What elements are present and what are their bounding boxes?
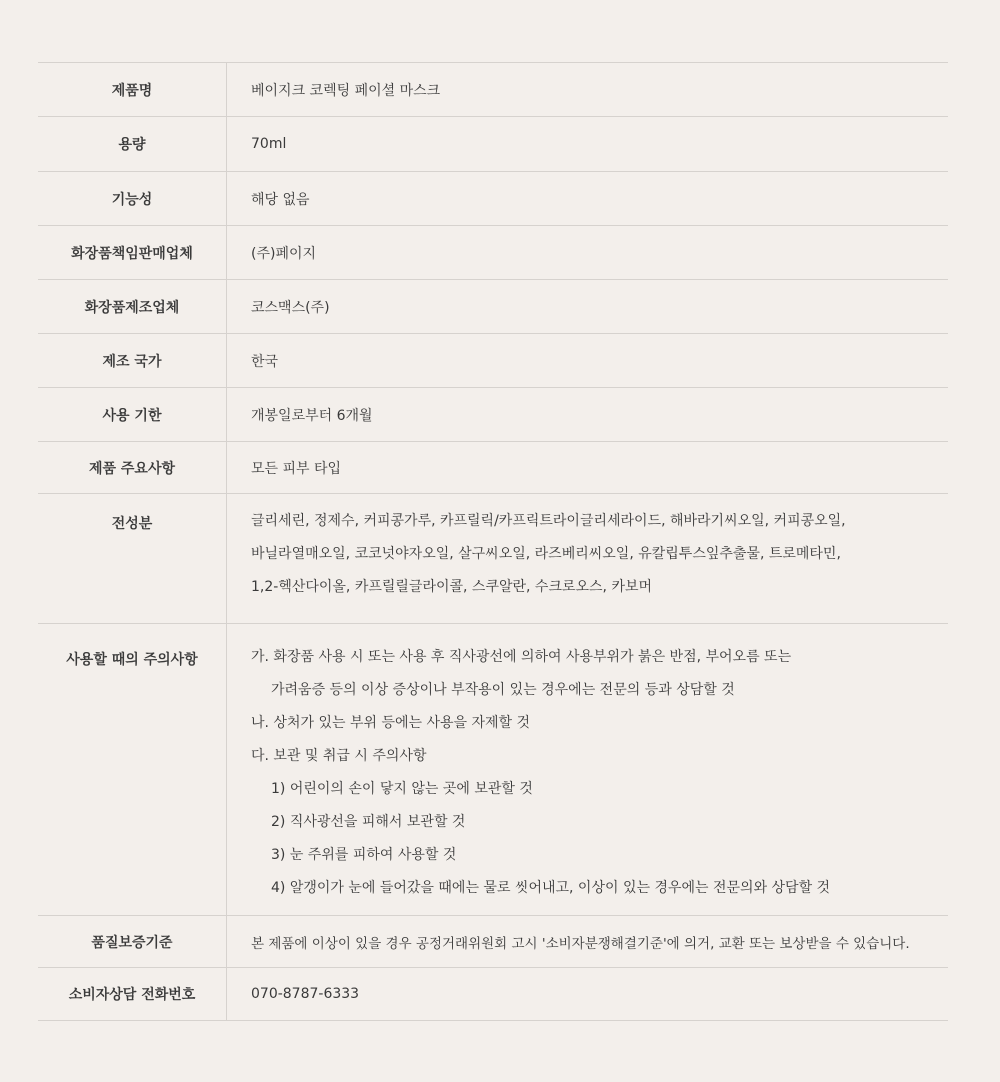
row-label: 전성분: [38, 494, 227, 623]
row-label: 기능성: [38, 172, 227, 225]
row-value: 베이지크 코렉팅 페이셜 마스크: [251, 82, 441, 99]
row-contact: [38, 968, 948, 1021]
row-cautions: [38, 624, 948, 916]
row-value: 본 제품에 이상이 있을 경우 공정거래위원회 고시 '소비자분쟁해결기준'에 의거, 교환 또는 보상받을 수 있습니다.: [251, 935, 910, 952]
row-label: 제품명: [38, 63, 227, 116]
row-label: 제조 국가: [38, 334, 227, 387]
row-value: (주)페이지: [251, 245, 317, 262]
row-label: 사용할 때의 주의사항: [38, 624, 227, 915]
ingredients-list: [227, 494, 948, 623]
row-label: 화장품제조업체: [38, 280, 227, 333]
product-info-table: [38, 62, 948, 1021]
row-label: 사용 기한: [38, 388, 227, 441]
row-label: 품질보증기준: [38, 916, 227, 967]
row-label: 소비자상담 전화번호: [38, 968, 227, 1020]
row-value: 코스맥스(주): [251, 299, 330, 316]
caution-line: 가. 화장품 사용 시 또는 사용 후 직사광선에 의하여 사용부위가 붉은 반점, 부어오름 또는: [251, 649, 792, 665]
cautions-list: [227, 624, 948, 915]
caution-line: 다. 보관 및 취급 시 주의사항: [251, 748, 427, 764]
caution-line: 1) 어린이의 손이 닿지 않는 곳에 보관할 것: [271, 781, 533, 797]
row-country: [38, 334, 948, 388]
row-value: 한국: [251, 353, 279, 370]
caution-line: 4) 알갱이가 눈에 들어갔을 때에는 물로 씻어내고, 이상이 있는 경우에는 전문의와 상담할 것: [271, 880, 831, 896]
row-label: 용량: [38, 117, 227, 171]
ingredients-line: 바닐라열매오일, 코코넛야자오일, 살구씨오일, 라즈베리씨오일, 유칼립투스잎추출물, 트로메타민,: [251, 546, 841, 562]
row-label: 제품 주요사항: [38, 442, 227, 493]
ingredients-line: 글리세린, 정제수, 커피콩가루, 카프릴릭/카프릭트라이글리세라이드, 해바라기씨오일, 커피콩오일,: [251, 513, 846, 529]
row-value: 70ml: [251, 136, 287, 152]
row-volume: [38, 117, 948, 172]
caution-line: 2) 직사광선을 피해서 보관할 것: [271, 814, 466, 830]
row-label: 화장품책임판매업체: [38, 226, 227, 279]
row-value: 070-8787-6333: [251, 986, 360, 1002]
row-functionality: [38, 172, 948, 226]
caution-line: 3) 눈 주위를 피하여 사용할 것: [271, 847, 457, 863]
row-value: 해당 없음: [251, 191, 310, 208]
row-key-features: [38, 442, 948, 494]
row-product-name: [38, 63, 948, 117]
row-value: 개봉일로부터 6개월: [251, 407, 373, 424]
row-value: 모든 피부 타입: [251, 460, 342, 477]
row-manufacturer: [38, 280, 948, 334]
row-ingredients: [38, 494, 948, 624]
caution-line: 나. 상처가 있는 부위 등에는 사용을 자제할 것: [251, 715, 531, 731]
caution-line: 가려움증 등의 이상 증상이나 부작용이 있는 경우에는 전문의 등과 상담할 것: [271, 682, 735, 698]
row-expiry: [38, 388, 948, 442]
row-quality-standard: [38, 916, 948, 968]
row-seller: [38, 226, 948, 280]
ingredients-line: 1,2-헥산다이올, 카프릴릴글라이콜, 스쿠알란, 수크로오스, 카보머: [251, 579, 653, 595]
